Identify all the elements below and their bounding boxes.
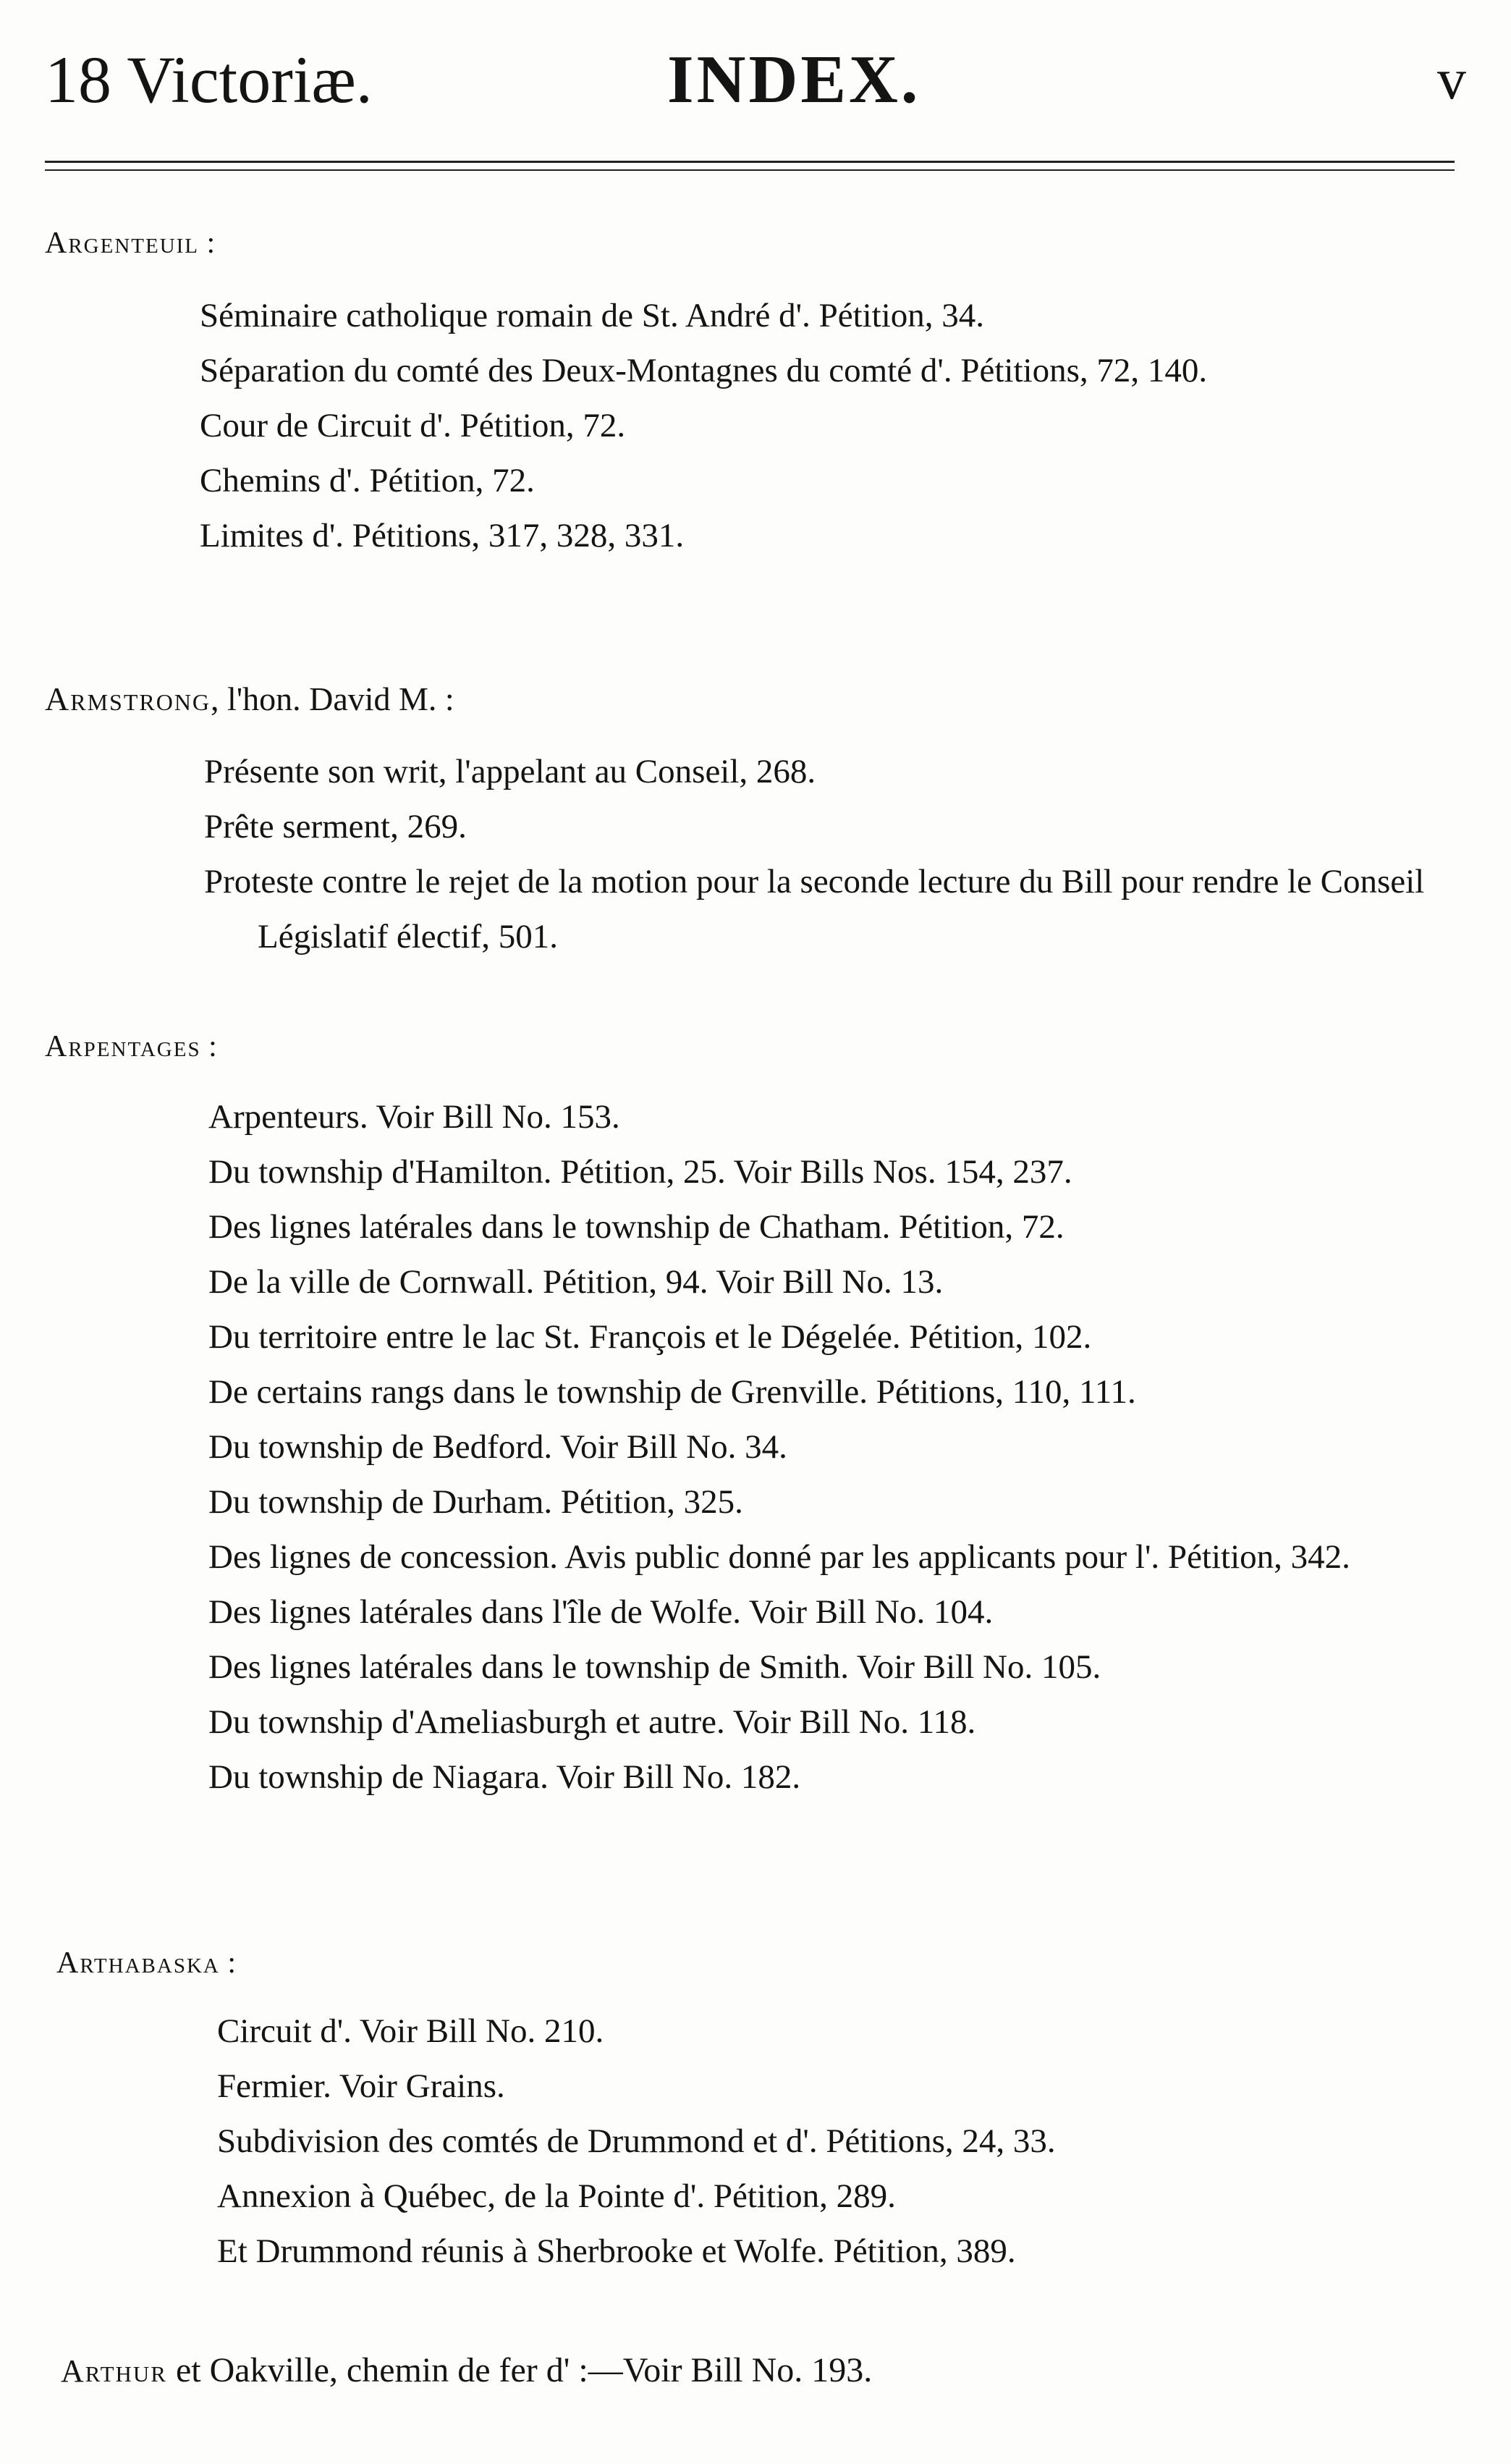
header-rule-thin <box>45 169 1455 171</box>
index-entry: Du township d'Ameliasburgh et autre. Voir Bill No. 118. <box>208 1703 976 1741</box>
index-entry: Présente son writ, l'appelant au Conseil, 268. <box>204 753 816 790</box>
section-heading-argenteuil: Argenteuil : <box>45 227 216 260</box>
index-entry: Du township de Niagara. Voir Bill No. 182. <box>208 1758 801 1796</box>
section-heading-arthur: Arthur et Oakville, chemin de fer d' :—Voir Bill No. 193. <box>61 2351 873 2389</box>
index-entry: Arpenteurs. Voir Bill No. 153. <box>208 1098 620 1136</box>
section-entries-arthabaska <box>217 2004 1466 2279</box>
index-entry: Du territoire entre le lac St. François et le Dégelée. Pétition, 102. <box>208 1318 1092 1356</box>
page-number: v <box>1437 48 1466 111</box>
index-entry: Des lignes de concession. Avis public donné par les applicants pour l'. Pétition, 342. <box>208 1538 1350 1576</box>
index-entry: Chemins d'. Pétition, 72. <box>200 462 535 499</box>
page-title: INDEX. <box>667 42 921 117</box>
index-entry: Et Drummond réunis à Sherbrooke et Wolfe. Pétition, 389. <box>217 2232 1016 2270</box>
index-entry: De certains rangs dans le township de Grenville. Pétitions, 110, 111. <box>208 1373 1136 1411</box>
section-heading-arpentages: Arpentages : <box>45 1030 217 1063</box>
index-entry: Séparation du comté des Deux-Montagnes du comté d'. Pétitions, 72, 140. <box>200 352 1208 389</box>
page-header <box>45 40 1466 119</box>
index-entry: Des lignes latérales dans le township de Chatham. Pétition, 72. <box>208 1208 1065 1246</box>
volume-label: 18 Victoriæ. <box>45 43 373 117</box>
section-entries-armstrong <box>204 744 1466 964</box>
index-entry: Du township d'Hamilton. Pétition, 25. Voir Bills Nos. 154, 237. <box>208 1153 1072 1191</box>
index-entry: Prête serment, 269. <box>204 808 467 845</box>
index-entry: Subdivision des comtés de Drummond et d'. Pétitions, 24, 33. <box>217 2122 1056 2160</box>
index-entry: Séminaire catholique romain de St. André d'. Pétition, 34. <box>200 297 985 334</box>
index-entry: Du township de Bedford. Voir Bill No. 34. <box>208 1428 787 1466</box>
index-entry: Cour de Circuit d'. Pétition, 72. <box>200 407 626 444</box>
index-entry: Fermier. Voir Grains. <box>217 2067 505 2105</box>
index-entry: Annexion à Québec, de la Pointe d'. Pétition, 289. <box>217 2177 896 2215</box>
index-entry: Des lignes latérales dans le township de Smith. Voir Bill No. 105. <box>208 1648 1101 1686</box>
index-entry: De la ville de Cornwall. Pétition, 94. Voir Bill No. 13. <box>208 1263 944 1301</box>
section-entries-argenteuil <box>200 288 1466 563</box>
header-rule <box>45 161 1455 163</box>
index-entry: Circuit d'. Voir Bill No. 210. <box>217 2012 604 2050</box>
index-entry: Du township de Durham. Pétition, 325. <box>208 1483 743 1521</box>
section-heading-armstrong: Armstrong, l'hon. David M. : <box>45 680 454 717</box>
section-heading-arthabaska: Arthabaska : <box>56 1946 237 1980</box>
index-entry: Limites d'. Pétitions, 317, 328, 331. <box>200 517 685 554</box>
index-entry: Proteste contre le rejet de la motion pour la seconde lecture du Bill pour rendre le Conseil Législatif électif, 501. <box>204 863 1425 955</box>
section-entries-arpentages <box>208 1089 1466 1805</box>
index-entry: Des lignes latérales dans l'île de Wolfe. Voir Bill No. 104. <box>208 1593 994 1631</box>
arthur-entry: et Oakville, chemin de fer d' :—Voir Bill No. 193. <box>166 2351 873 2389</box>
